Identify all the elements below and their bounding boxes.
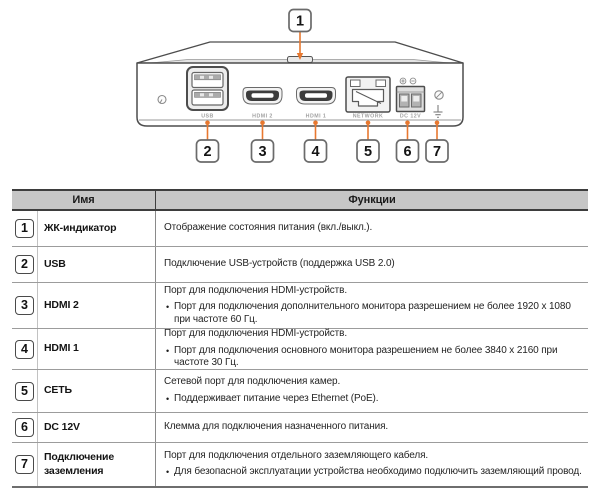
svg-text:5: 5 xyxy=(363,144,373,161)
row-description: Порт для подключения HDMI-устройств. xyxy=(164,284,347,296)
hdmi1-port-label: HDMI 1 xyxy=(305,113,327,120)
table-header xyxy=(12,189,588,211)
device-rear-diagram xyxy=(0,0,600,189)
table-row-3 xyxy=(12,283,588,329)
row-description: Отображение состояния питания (вкл./выкл.). xyxy=(164,222,373,234)
hdmi1-port xyxy=(297,88,336,105)
svg-text:2: 2 xyxy=(203,144,212,161)
bullet-icon: • xyxy=(166,302,170,313)
usb-port-label: USB xyxy=(201,113,214,120)
callout-badge-3 xyxy=(252,140,274,162)
row-number-badge: 6 xyxy=(15,418,34,437)
svg-text:3: 3 xyxy=(258,144,267,161)
row-number-badge: 7 xyxy=(15,455,34,474)
row-name: DC 12V xyxy=(38,413,156,442)
right-screw-icon xyxy=(435,91,443,99)
callout-badge-4 xyxy=(305,140,327,162)
hdmi2-port-label: HDMI 2 xyxy=(252,113,273,120)
table-row-2 xyxy=(12,247,588,283)
bullet-icon: • xyxy=(166,393,170,404)
ports-table xyxy=(12,189,588,488)
row-description: Порт для подключения отдельного заземляющего кабеля. xyxy=(164,449,429,461)
row-name: USB xyxy=(38,247,156,282)
svg-text:4: 4 xyxy=(311,144,320,161)
network-port xyxy=(346,77,390,112)
svg-text:6: 6 xyxy=(403,144,412,161)
network-port-label: NETWORK xyxy=(352,113,384,120)
callout-badge-6 xyxy=(397,140,419,162)
bullet-icon: • xyxy=(166,345,170,356)
row-number-badge: 5 xyxy=(15,382,34,401)
row-number-badge: 3 xyxy=(15,296,34,315)
row-bullet: • Порт для подключения основного монитора разрешением не более 3840 x 2160 при частоте 30 Гц. xyxy=(166,344,558,369)
table-row-1 xyxy=(12,211,588,247)
row-description: Клемма для подключения назначенного питания. xyxy=(164,421,389,433)
row-name: HDMI 1 xyxy=(38,329,156,369)
dc-port-label: DC 12V xyxy=(399,113,422,120)
row-number-badge: 4 xyxy=(15,340,34,359)
row-bullet: • Для безопасной эксплуатации устройства необходимо подключить заземляющий провод. xyxy=(166,466,582,478)
bullet-icon: • xyxy=(166,467,170,478)
header-functions: Функции xyxy=(348,194,396,206)
table-row-7 xyxy=(12,443,588,488)
table-row-4 xyxy=(12,329,588,370)
callout-badge-7 xyxy=(426,140,448,162)
row-number-badge: 1 xyxy=(15,219,34,238)
callout-badge-5 xyxy=(357,140,379,162)
hdmi2-port xyxy=(243,88,282,105)
table-row-6 xyxy=(12,413,588,443)
svg-text:1: 1 xyxy=(295,13,305,30)
callout-badge-1 xyxy=(289,10,311,32)
left-screw-icon xyxy=(158,96,166,104)
row-description: Порт для подключения HDMI-устройств. xyxy=(164,328,347,340)
usb-port xyxy=(187,67,228,110)
callout-badge-2 xyxy=(197,140,219,162)
table-row-5 xyxy=(12,370,588,413)
row-name: СЕТЬ xyxy=(38,370,156,412)
row-description: Сетевой порт для подключения камер. xyxy=(164,376,341,388)
row-bullet: • Порт для подключения дополнительного монитора разрешением не более 1920 x 1080 при частоте 60 Гц. xyxy=(166,301,571,325)
row-description: Подключение USB-устройств (поддержка USB 2.0) xyxy=(164,258,395,270)
row-number-badge: 2 xyxy=(15,255,34,274)
device-rear-svg xyxy=(0,0,600,189)
row-name: ЖК-индикатор xyxy=(38,211,156,246)
row-name: Подключение заземления xyxy=(38,443,156,486)
header-name: Имя xyxy=(12,191,156,209)
row-name: HDMI 2 xyxy=(38,283,156,328)
row-bullet: • Поддерживает питание через Ethernet (PoE). xyxy=(166,392,379,404)
svg-text:7: 7 xyxy=(432,144,442,161)
